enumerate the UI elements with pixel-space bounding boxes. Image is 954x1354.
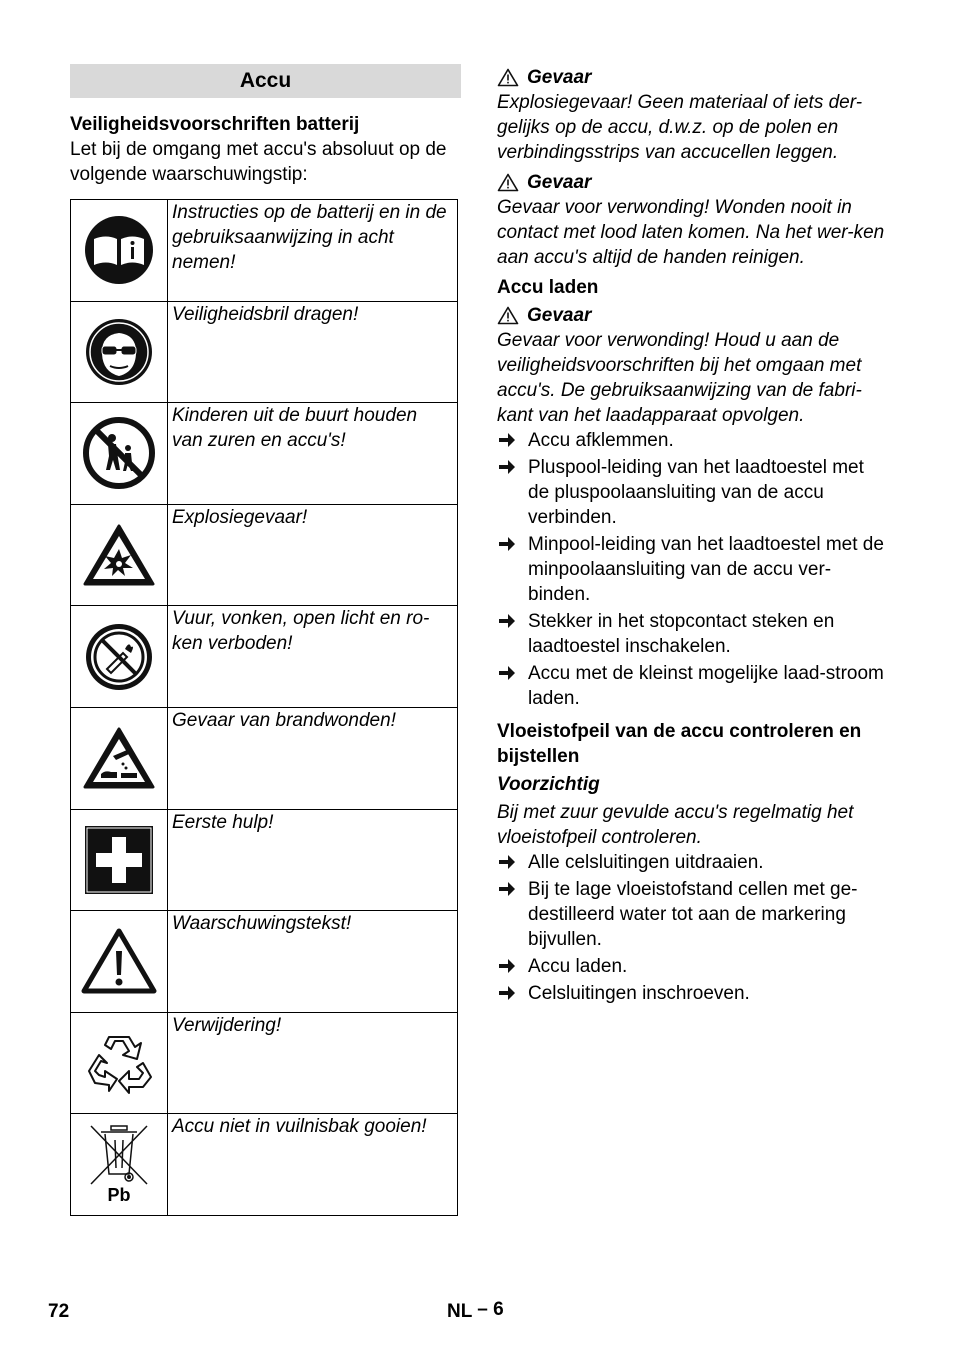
arrow-right-icon xyxy=(497,663,517,683)
table-row xyxy=(71,403,458,505)
first-aid-icon xyxy=(84,825,154,895)
crossed-bin-icon xyxy=(87,1122,151,1188)
no-children-icon xyxy=(82,416,156,490)
list-item: Bij te lage vloeistofstand cellen met ge-destilleerd water tot aan de markering bijvullen. xyxy=(497,877,889,952)
list-item: Celsluitingen inschroeven. xyxy=(497,981,889,1006)
table-row xyxy=(71,707,458,809)
warning-icon xyxy=(81,927,157,995)
language-code: NL xyxy=(447,1301,472,1322)
danger-text-1: Explosiegevaar! Geen materiaal of iets der-gelijks op de accu, d.w.z. op de polen en verbindingsstrips van accucellen leggen. xyxy=(497,92,863,163)
symbol-text: Accu niet in vuilnisbak gooien! xyxy=(168,1114,458,1216)
safety-heading: Veiligheidsvoorschriften batterij xyxy=(70,114,360,135)
safety-goggles-icon xyxy=(85,318,153,386)
symbol-text: Kinderen uit de buurt houden van zuren en accu's! xyxy=(168,403,458,505)
list-item: Accu met de kleinst mogelijke laad-stroom laden. xyxy=(497,661,889,711)
arrow-right-icon xyxy=(497,611,517,631)
corrosive-icon xyxy=(83,726,155,790)
arrow-right-icon xyxy=(497,852,517,872)
manual-icon xyxy=(84,215,154,285)
table-row xyxy=(71,200,458,302)
danger-heading: Gevaar xyxy=(497,65,889,90)
symbol-text: Eerste hulp! xyxy=(168,809,458,911)
table-row xyxy=(71,911,458,1013)
no-fire-icon xyxy=(85,623,153,691)
table-row xyxy=(71,1012,458,1114)
warning-icon xyxy=(497,68,519,87)
safety-intro: Let bij de omgang met accu's absoluut op de volgende waarschuwingstip: xyxy=(70,139,447,185)
danger-text-2: Gevaar voor verwonding! Wonden nooit in contact met lood laten komen. Na het wer-ken aan accu's altijd de handen reinigen. xyxy=(497,197,885,268)
symbol-table xyxy=(70,199,458,1216)
recycling-icon xyxy=(83,1029,155,1097)
charging-steps xyxy=(497,428,889,711)
arrow-right-icon xyxy=(497,956,517,976)
charging-heading: Accu laden xyxy=(497,277,599,298)
symbol-text: Gevaar van brandwonden! xyxy=(168,707,458,809)
page-number: 72 xyxy=(48,1301,70,1322)
table-row xyxy=(71,606,458,708)
list-item: Stekker in het stopcontact steken en laadtoestel inschakelen. xyxy=(497,609,889,659)
arrow-right-icon xyxy=(497,983,517,1003)
danger-text-3: Gevaar voor verwonding! Houd u aan de veiligheidsvoorschriften bij het omgaan met accu's. De gebruiksaanwijzing van de fabri-kant van het laadapparaat opvolgen. xyxy=(497,330,862,426)
list-item: Accu afklemmen. xyxy=(497,428,889,453)
arrow-right-icon xyxy=(497,879,517,899)
symbol-text: Instructies op de batterij en in de gebruiksaanwijzing in acht nemen! xyxy=(168,200,458,302)
warning-icon xyxy=(497,173,519,192)
table-row xyxy=(71,504,458,606)
list-item: Accu laden. xyxy=(497,954,889,979)
arrow-right-icon xyxy=(497,534,517,554)
symbol-text: Waarschuwingstekst! xyxy=(168,911,458,1013)
list-item: Minpool-leiding van het laadtoestel met de minpoolaansluiting van de accu ver-binden. xyxy=(497,532,889,607)
left-column xyxy=(70,64,461,187)
section-page: – 6 xyxy=(477,1299,504,1320)
footer-section xyxy=(447,1297,504,1322)
symbol-text: Verwijdering! xyxy=(168,1012,458,1114)
caution-text: Bij met zuur gevulde accu's regelmatig het vloeistofpeil controleren. xyxy=(497,802,854,848)
table-row xyxy=(71,301,458,403)
section-title: Accu xyxy=(70,64,461,98)
table-row xyxy=(71,809,458,911)
symbol-text: Veiligheidsbril dragen! xyxy=(168,301,458,403)
right-column xyxy=(497,62,889,1008)
symbol-text: Vuur, vonken, open licht en ro-ken verboden! xyxy=(168,606,458,708)
lead-label: Pb xyxy=(107,1184,131,1205)
danger-heading: Gevaar xyxy=(497,303,889,328)
danger-heading: Gevaar xyxy=(497,170,889,195)
caution-heading: Voorzichtig xyxy=(497,774,600,795)
warning-icon xyxy=(497,306,519,325)
symbol-text: Explosiegevaar! xyxy=(168,504,458,606)
fluid-heading: Vloeistofpeil van de accu controleren en bijstellen xyxy=(497,721,862,767)
arrow-right-icon xyxy=(497,457,517,477)
list-item: Pluspool-leiding van het laadtoestel met de pluspoolaansluiting van de accu verbinden. xyxy=(497,455,889,530)
arrow-right-icon xyxy=(497,430,517,450)
fluid-steps xyxy=(497,850,889,1006)
table-row xyxy=(71,1114,458,1216)
list-item: Alle celsluitingen uitdraaien. xyxy=(497,850,889,875)
explosion-icon xyxy=(83,523,155,587)
